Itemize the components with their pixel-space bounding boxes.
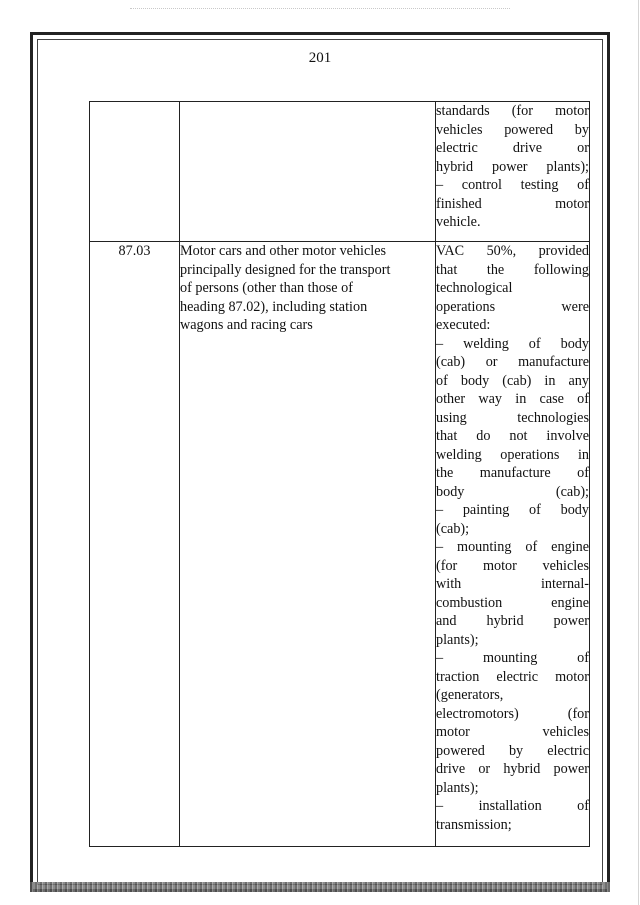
cell-text-line: and hybrid power [436, 613, 589, 629]
cell-text-line: (cab); [436, 520, 470, 537]
cell-text-line: (generators, [436, 687, 504, 703]
cell-text-line: vehicle. [436, 214, 481, 230]
cell-text-line: standards (for motor [436, 103, 589, 119]
cell-text-line: body (cab); [436, 483, 589, 500]
cell-text-line: powered by electric [436, 742, 589, 759]
cell-text-line: – control testing of [436, 177, 589, 193]
description-cell [180, 242, 436, 847]
cell-text-line: motor vehicles [436, 724, 589, 740]
cell-text-line: electric drive or [436, 140, 589, 156]
cell-text-line: – painting of body [436, 502, 589, 518]
cell-text-line: (for motor vehicles [436, 557, 589, 574]
hs-code-cell: 87.03 [90, 242, 180, 847]
condition-cell [436, 102, 590, 242]
cell-text-line: of body (cab) in any [436, 372, 589, 389]
cell-text-line: combustion engine [436, 594, 589, 611]
table-row [90, 102, 590, 242]
scan-artifact-dots [130, 8, 510, 11]
cell-text-line: using technologies [436, 409, 589, 426]
cell-text-line: plants); [436, 779, 479, 796]
cell-text-line: Motor cars and other motor vehicles [180, 243, 387, 259]
cell-text-line: executed: [436, 317, 491, 333]
cell-text-line: drive or hybrid power [436, 761, 589, 777]
table-row [90, 242, 590, 847]
cell-text-line: finished motor [436, 195, 589, 212]
cell-text-line: of persons (other than those of [180, 280, 353, 296]
scan-artifact-edge [638, 0, 639, 905]
cell-text-line: operations were [436, 298, 589, 315]
page-number: 201 [308, 50, 332, 66]
page-frame-bottom-band [30, 882, 610, 892]
cell-text-line: traction electric motor [436, 668, 589, 685]
cell-text-line: heading 87.02), including station [180, 298, 368, 315]
cell-text-line: electromotors) (for [436, 705, 589, 722]
cell-text-line: – welding of body [436, 335, 589, 352]
cell-text-line: VAC 50%, provided [436, 243, 589, 259]
cell-text-line: with internal- [436, 576, 589, 592]
cell-text-line: vehicles powered by [436, 121, 589, 138]
cell-text-line: principally designed for the transport [180, 261, 391, 278]
cell-text-line: transmission; [436, 816, 512, 833]
cell-text-line: technological [436, 280, 513, 296]
cell-text-line: – mounting of [436, 650, 589, 666]
cell-text-line: welding operations in [436, 446, 589, 463]
rules-of-origin-table [89, 101, 590, 847]
cell-text-line: plants); [436, 631, 479, 648]
hs-code-cell [90, 102, 180, 242]
cell-text-line: the manufacture of [436, 465, 589, 481]
cell-text-line: (cab) or manufacture [436, 354, 589, 370]
cell-text-line: – installation of [436, 798, 589, 814]
cell-text-line: that do not involve [436, 428, 589, 444]
description-cell [180, 102, 436, 242]
cell-text-line: wagons and racing cars [180, 317, 313, 333]
cell-text-line: that the following [436, 261, 589, 278]
cell-text-line: other way in case of [436, 391, 589, 407]
cell-text-line: – mounting of engine [436, 539, 589, 555]
condition-cell [436, 242, 590, 847]
cell-text-line: hybrid power plants); [436, 158, 589, 175]
